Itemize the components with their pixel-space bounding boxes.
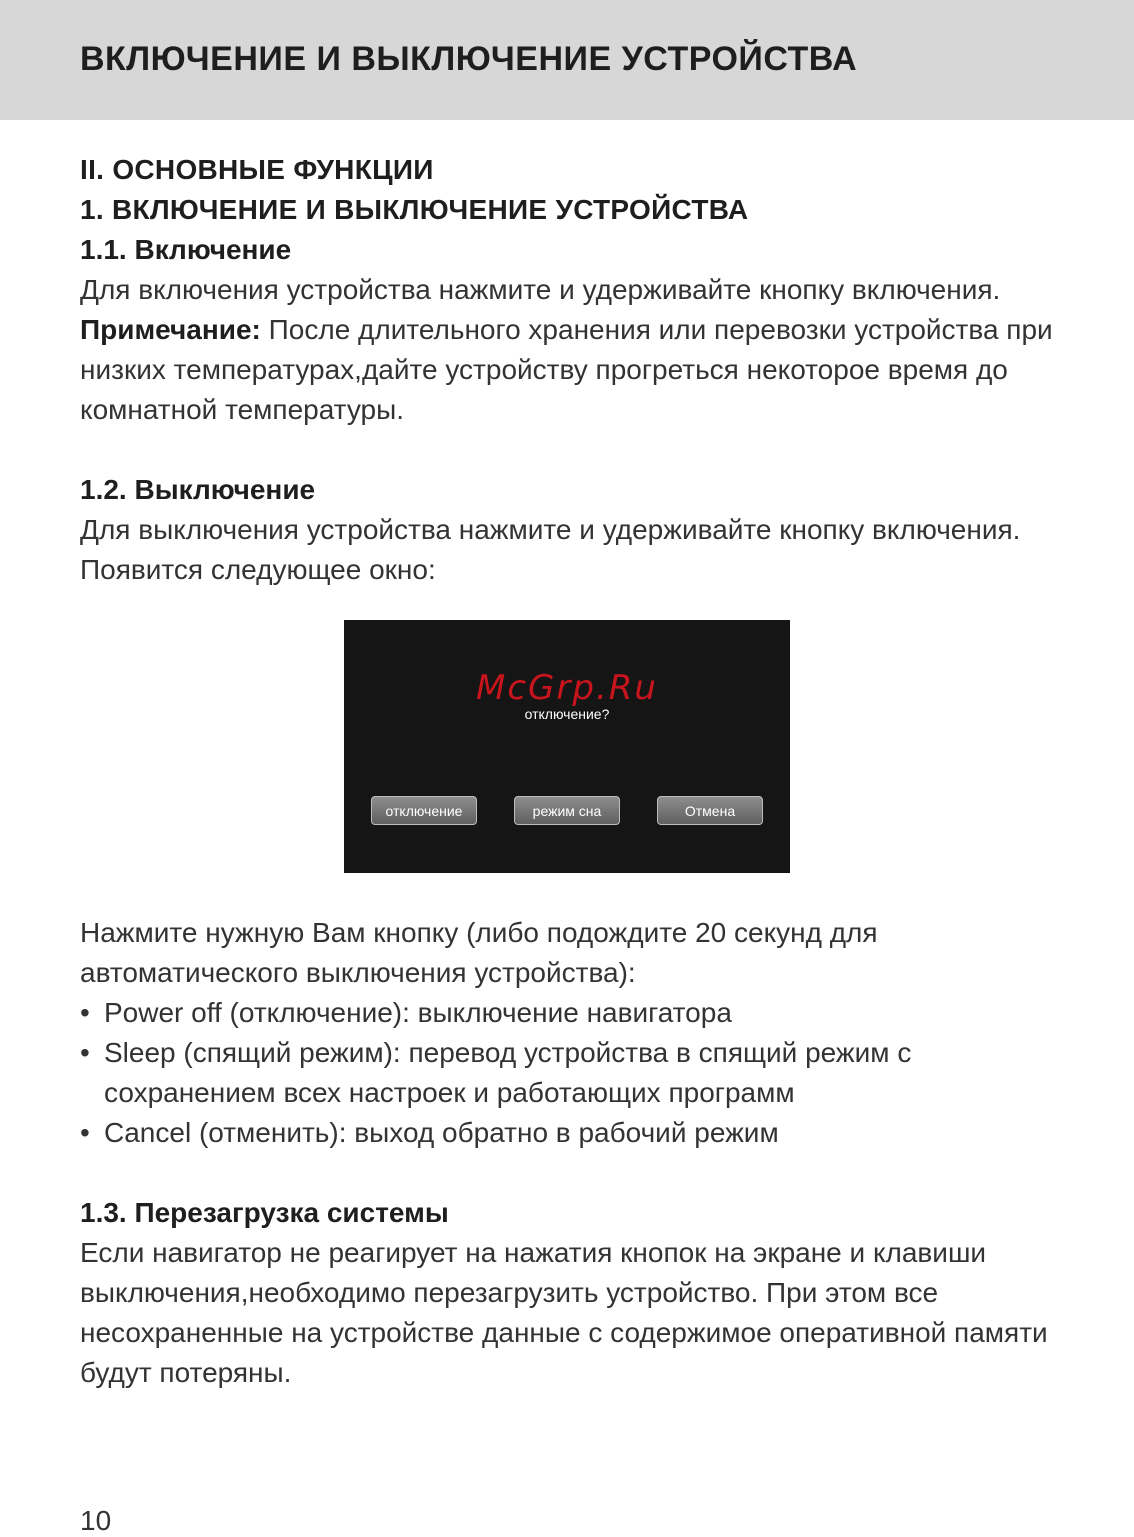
power-on-heading: 1.1. Включение bbox=[80, 234, 292, 265]
page-header-title: ВКЛЮЧЕНИЕ И ВЫКЛЮЧЕНИЕ УСТРОЙСТВА bbox=[80, 40, 858, 78]
power-on-note bbox=[80, 310, 1070, 430]
bullet: • bbox=[80, 1037, 90, 1068]
note-text: После длительного хранения или перевозки устройства при низких температурах,дайте устройству прогреться некоторое время до комнатной температуры. bbox=[80, 314, 1053, 425]
dialog-question: отключение? bbox=[524, 706, 610, 722]
watermark: McGrp.Ru bbox=[476, 668, 658, 708]
list-item: • Sleep (спящий режим): перевод устройства в спящий режим с сохранением всех настроек и работающих программ bbox=[80, 1033, 1070, 1113]
reboot-text: Если навигатор не реагирует на нажатия кнопок на экране и клавиши выключения,необходимо перезагрузить устройство. При этом все несохраненные на устройстве данные с содержимое оперативной памяти будут потеряны. bbox=[80, 1237, 1048, 1388]
note-label: Примечание: bbox=[80, 314, 261, 345]
window-intro: Появится следующее окно: bbox=[80, 554, 436, 585]
cancel-button[interactable]: Отмена bbox=[657, 796, 763, 825]
reboot-heading: 1.3. Перезагрузка системы bbox=[80, 1197, 449, 1228]
list-item: • Power off (отключение): выключение навигатора bbox=[80, 993, 1070, 1033]
page-number: 10 bbox=[80, 1505, 112, 1536]
bullet: • bbox=[80, 1117, 90, 1148]
instructions-text: Нажмите нужную Вам кнопку (либо подождите 20 секунд для автоматического выключения устройства): bbox=[80, 917, 878, 988]
header-band bbox=[0, 0, 1134, 120]
options-list bbox=[80, 993, 1070, 1153]
power-off-button[interactable]: отключение bbox=[371, 796, 477, 825]
power-on-text: Для включения устройства нажмите и удерживайте кнопку включения. bbox=[80, 274, 1001, 305]
chapter-heading: 1. ВКЛЮЧЕНИЕ И ВЫКЛЮЧЕНИЕ УСТРОЙСТВА bbox=[80, 194, 749, 225]
sleep-button[interactable]: режим сна bbox=[514, 796, 620, 825]
content-body bbox=[80, 150, 1070, 1393]
bullet: • bbox=[80, 997, 90, 1028]
list-item: • Cancel (отменить): выход обратно в рабочий режим bbox=[80, 1113, 1070, 1153]
section-heading: II. ОСНОВНЫЕ ФУНКЦИИ bbox=[80, 154, 434, 185]
power-off-text: Для выключения устройства нажмите и удерживайте кнопку включения. bbox=[80, 514, 1021, 545]
power-off-heading: 1.2. Выключение bbox=[80, 474, 316, 505]
shutdown-dialog-screenshot bbox=[344, 620, 790, 873]
